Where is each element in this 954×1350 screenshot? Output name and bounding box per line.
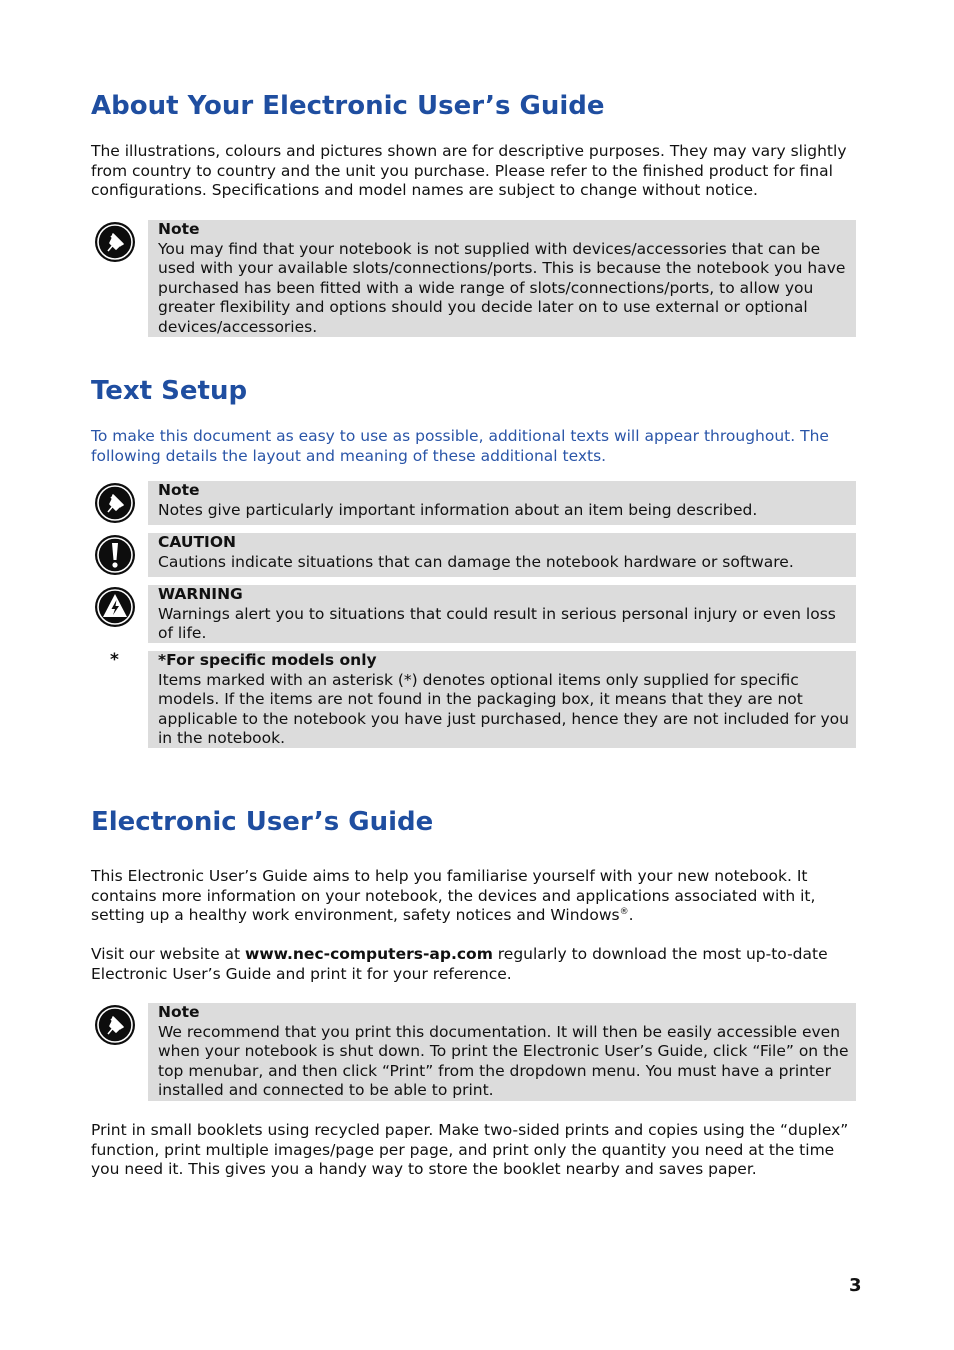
- closing-paragraph: Print in small booklets using recycled paper. Make two-sided prints and copies using the “duplex” function, print multiple images/page per page, and print only the quantity you need at the time you need it. This gives you a handy way to store the booklet nearby and saves paper.: [91, 1121, 849, 1178]
- visit-prefix: Visit our website at: [91, 945, 246, 963]
- legend-note-box: [148, 481, 856, 525]
- legend-warning-body: Warnings alert you to situations that could result in serious personal injury or even loss of life.: [158, 604, 836, 642]
- note-pin-icon: [94, 482, 136, 524]
- legend-warning-box: [148, 585, 856, 643]
- heading-text-setup: Text Setup: [91, 376, 248, 406]
- legend-specific-models-box: [148, 651, 856, 748]
- legend-specific-models-body: Items marked with an asterisk (*) denotes optional items only supplied for specific models. If the items are not found in the packaging box, it means that they are not applicable to the notebook you have just purchased, hence they are not included for you in the notebook.: [158, 670, 849, 747]
- website-link[interactable]: www.nec-computers-ap.com: [245, 945, 493, 963]
- note-pin-icon: [94, 221, 136, 263]
- legend-caution-title: CAUTION: [158, 533, 236, 551]
- heading-electronic-guide: Electronic User’s Guide: [91, 807, 434, 837]
- legend-caution-box: [148, 533, 856, 577]
- legend-warning-title: WARNING: [158, 585, 243, 603]
- registered-mark: ®: [619, 906, 629, 917]
- note-body: You may find that your notebook is not supplied with devices/accessories that can be used with your available slots/connections/ports. This is because the notebook you have purchased has been fitted with a wide range of slots/connections/ports, to allow you greater flexibility and options should you decide later on to use external or optional devices/accessories.: [158, 239, 846, 336]
- asterisk-marker: *: [110, 650, 119, 670]
- guide-paragraph-end: .: [628, 906, 634, 924]
- guide-paragraph-text: This Electronic User’s Guide aims to help you familiarise yourself with your new notebook. It contains more information on your notebook, the devices and applications associated with it, setting up a healthy work environment, safety notices and Windows: [91, 867, 816, 924]
- note-box-print: [148, 1003, 856, 1101]
- warning-lightning-icon: [94, 586, 136, 628]
- legend-caution-body: Cautions indicate situations that can damage the notebook hardware or software.: [158, 552, 794, 571]
- note-title: Note: [158, 220, 200, 238]
- about-paragraph: The illustrations, colours and pictures shown are for descriptive purposes. They may vary slightly from country to country and the unit you purchase. Please refer to the finished product for final configurations. Specifications and model names are subject to change without notice.: [91, 142, 847, 199]
- note-body: We recommend that you print this documentation. It will then be easily accessible even when your notebook is shut down. To print the Electronic User’s Guide, click “File” on the top menubar, and then click “Print” from the dropdown menu. You must have a printer installed and connected to be able to print.: [158, 1022, 849, 1099]
- text-setup-intro: To make this document as easy to use as possible, additional texts will appear throughout. The following details the layout and meaning of these additional texts.: [91, 427, 829, 465]
- heading-about: About Your Electronic User’s Guide: [91, 91, 605, 121]
- caution-exclamation-icon: [94, 534, 136, 576]
- legend-specific-models-title: *For specific models only: [158, 651, 377, 669]
- legend-note-title: Note: [158, 481, 200, 499]
- note-box-about: [148, 220, 856, 337]
- page-number: 3: [849, 1275, 862, 1296]
- note-title: Note: [158, 1003, 200, 1021]
- legend-note-body: Notes give particularly important information about an item being described.: [158, 500, 758, 519]
- website-paragraph: [91, 945, 866, 984]
- note-pin-icon: [94, 1004, 136, 1046]
- guide-paragraph: [91, 867, 866, 926]
- visit-suffix: regularly to download the most up-to-date Electronic User’s Guide and print it for your reference.: [91, 945, 828, 983]
